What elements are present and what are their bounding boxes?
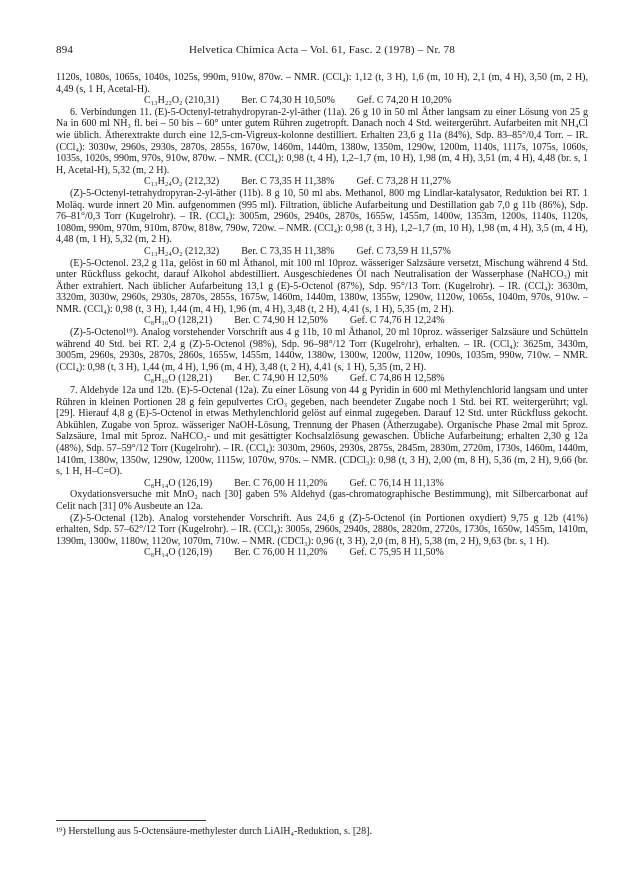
analysis-calc: Ber. C 74,90 H 12,50% (234, 315, 328, 327)
analysis-calc: Ber. C 74,90 H 12,50% (234, 373, 328, 385)
paragraph: 1120s, 1080s, 1065s, 1040s, 1025s, 990m, 910w, 870w. – NMR. (CCl₄): 1,12 (t, 3 H), 1,6 (m, 10 H), 2,1 (m, 4 H), 3,50 (m, 2 H), 4,49 (s, 1 H, Acetal-H). (56, 72, 588, 95)
paragraph: 6. Verbindungen 11. (E)-5-Octenyl-tetrahydropyran-2-yl-äther (11a). 26 g 10 in 50 ml Äther langsam zu einer Lösung von 25 g Na in 600 ml NH₃ fl. bei – 50 bis – 60° unter gutem Rühren zugetropft. Danach noch 4 Std. weitergerührt. Aufarbeiten mit NH₄Cl wie üblich. Ätherextrakte durch eine 12,5-cm-Vigreux-kolonne destilliert. Erhalten 23,6 g 11a (84%), Sdp. 83–85°/0,4 Torr. – IR. (CCl₄): 3030w, 2960s, 2930s, 2870s, 2855s, 1670w, 1460m, 1440m, 1380w, 1350m, 1290w, 1200m, 1140s, 1117s, 1075s, 1060s, 1035s, 1020s, 990m, 970s, 910w, 870w. – NMR. (CCl₄): 0,98 (t, 4 H), 1,2–1,7 (m, 10 H), 1,98 (m, 4 H), 3,51 (m, 4 H), 4,48 (br. s, 1 H, Acetal-H), 5,32 (m, 2 H). (56, 106, 588, 176)
paragraph: (Z)-5-Octenyl-tetrahydropyran-2-yl-äther (11b). 8 g 10, 50 ml abs. Methanol, 800 mg Lindlar-katalysator, Reduktion bei RT. 1 Moläq. wurde innert 20 Min. aufgenommen (995 ml). Filtration, übliche Aufarbeitung und Destillation gab 7,0 g 11b (86%), Sdp. 76–81°/0,3 Torr (Kugelrohr). – IR. (CCl₄): 3005m, 2960s, 2940s, 2870s, 1655w, 1455m, 1400w, 1353m, 1200s, 1140s, 1120s, 1080m, 990m, 970m, 910m, 870w, 818w, 790w, 720w. – NMR. (CCl₄): 0,98 (t, 3 H), 1,2–1,7 (m, 10 H), 1,98 (m, 4 H), 3,5 (m, 4 H), 4,48 (m, 1 H), 5,32 (m, 2 H). (56, 187, 588, 246)
article-body (56, 72, 588, 559)
analysis-calc: Ber. C 76,00 H 11,20% (234, 477, 328, 489)
analysis-formula: C₁₃H₂₄O₂ (212,32) (144, 176, 220, 188)
footnote-divider (56, 820, 206, 821)
elemental-analysis (56, 176, 588, 188)
paragraph: (E)-5-Octenol. 23,2 g 11a, gelöst in 60 ml Äthanol, mit 100 ml 10proz. wässeriger Salzsäure versetzt, Mischung während 4 Std. unter Rückfluss gekocht, darauf Alkohol abdestilliert. Ausgeschiedenes Öl nach Neutralisation der Wasserphase (NaHCO₃) mit Äther extrahiert. Nach üblicher Aufarbeitung 13,1 g (E)-5-Octenol (87%), Sdp. 95°/13 Torr. (Kugelrohr). – IR. (CCl₄): 3630m, 3320m, 3030w, 2960s, 2930s, 2870s, 2855s, 1675w, 1460m, 1440m, 1380w, 1355w, 1290w, 1120w, 1065s, 1040m, 970s, 910w. – NMR. (CCl₄): 0,98 (t, 3 H), 1,44 (m, 4 H), 1,96 (m, 4 H), 3,48 (t, 2 H), 4,41 (s, 1 H), 5,35 (m, 2 H). (56, 257, 588, 315)
elemental-analysis (56, 373, 588, 385)
elemental-analysis (56, 95, 588, 107)
analysis-formula: C₁₃H₂₂O₂ (210,31) (144, 95, 220, 107)
analysis-calc: Ber. C 73,35 H 11,38% (241, 245, 335, 257)
analysis-formula: C₈H₁₄O (126,19) (144, 477, 213, 489)
analysis-found: Gef. C 75,95 H 11,50% (349, 547, 444, 559)
elemental-analysis (56, 315, 588, 327)
elemental-analysis (56, 246, 588, 258)
analysis-formula: C₁₃H₂₄O₂ (212,32) (144, 245, 220, 257)
analysis-formula: C₈H₁₆O (128,21) (144, 315, 213, 327)
elemental-analysis (56, 547, 588, 559)
paragraph: (Z)-5-Octenal (12b). Analog vorstehender Vorschrift. Aus 24,6 g (Z)-5-Octenol (in Portionen oxydiert) 9,75 g 12b (41%) erhalten, Sdp. 57–62°/12 Torr (Kugelrohr). – IR. (CCl₄): 3005s, 2960s, 2940s, 2880s, 2820m, 2720s, 1730s, 1650w, 1455m, 1410m, 1390m, 1300w, 1180w, 1120w, 1070m, 710w. – NMR. (CDCl₃): 0,96 (t, 3 H), 2,0 (m, 8 H), 5,38 (m, 2 H), 9,63 (br. s, 1 H). (56, 512, 588, 547)
analysis-formula: C₈H₁₄O (126,19) (144, 547, 213, 559)
analysis-found: Gef. C 76,14 H 11,13% (349, 477, 444, 489)
page-number: 894 (56, 44, 74, 56)
paragraph: 7. Aldehyde 12a und 12b. (E)-5-Octenal (12a). Zu einer Lösung von 44 g Pyridin in 600 ml Methylenchlorid langsam und unter Rühren in kleinen Portionen 28 g fein gepulvertes CrO₃ gegeben, nach beendeter Zugabe noch 1 Std. bei RT. weitergerührt; vgl. [29]. Hierauf 4,8 g (E)-5-Octenol in etwas Methylenchlorid gelöst auf einmal zugegeben. Darauf 12 Std. unter Rückfluss gekocht. Abkühlen, Zugabe von 5proz. wässeriger NaOH-Lösung, Trennung der Phasen (Ätherzugabe). Organische Phase 2mal mit 5proz. Salzsäure, 1mal mit 5proz. NaHCO₃- und mit gesättigter Kochsalzlösung gewaschen. Übliche Aufarbeitung; erhalten 2,30 g 12a (48%), Sdp. 57–59°/12 Torr (Kugelrohr). – IR. (CCl₄): 3030m, 2960s, 2930s, 2875s, 2845m, 2830m, 2720m, 1730s, 1460m, 1440m, 1410m, 1380w, 1350w, 1290w, 1200w, 1115w, 1070w, 970s. – NMR. (CDCl₃): 0,98 (t, 3 H), 2,00 (m, 8 H), 5,36 (m, 2 H), 9,66 (br. s, 1 H, H–C=O). (56, 385, 588, 478)
footnote: ¹⁹) Herstellung aus 5-Octensäure-methylester durch LiAlH₄-Reduktion, s. [28]. (56, 826, 372, 837)
analysis-found: Gef. C 73,59 H 11,57% (356, 245, 451, 257)
analysis-found: Gef. C 74,86 H 12,58% (349, 373, 445, 385)
analysis-formula: C₈H₁₆O (128,21) (144, 373, 213, 385)
analysis-calc: Ber. C 74,30 H 10,50% (241, 95, 335, 107)
page-header (56, 44, 588, 60)
running-title: Helvetica Chimica Acta – Vol. 61, Fasc. 2 (1978) – Nr. 78 (188, 44, 456, 56)
analysis-found: Gef. C 74,20 H 10,20% (356, 95, 452, 107)
analysis-calc: Ber. C 73,35 H 11,38% (241, 176, 335, 188)
paragraph: Oxydationsversuche mit MnO₂ nach [30] gaben 5% Aldehyd (gas-chromatographische Bestimmung), mit Silbercarbonat auf Celit nach [31] 0% Ausbeute an 12a. (56, 489, 588, 512)
paragraph: (Z)-5-Octenol¹⁹). Analog vorstehender Vorschrift aus 4 g 11b, 10 ml Äthanol, 20 ml 10proz. wässeriger Salzsäure und Schütteln während 40 Std. bei RT. 2,4 g (Z)-5-Octenol (98%), Sdp. 96–98°/12 Torr (Kugelrohr), erhalten. – IR. (CCl₄): 3625m, 3430m, 3005m, 2960s, 2930s, 2870s, 2860s, 1655w, 1455m, 1440w, 1380w, 1300w, 1200w, 1120w, 1090s, 1035m, 990w, 710w. – NMR. (CCl₄): 0,98 (t, 3 H), 1,44 (m, 4 H), 1,96 (m, 4 H), 3,48 (t, 2 H), 4,41 (s, 1 H), 5,35 (m, 2 H). (56, 327, 588, 373)
elemental-analysis (56, 478, 588, 490)
analysis-found: Gef. C 73,28 H 11,27% (356, 176, 451, 188)
analysis-found: Gef. C 74,76 H 12,24% (349, 315, 445, 327)
analysis-calc: Ber. C 76,00 H 11,20% (234, 547, 328, 559)
